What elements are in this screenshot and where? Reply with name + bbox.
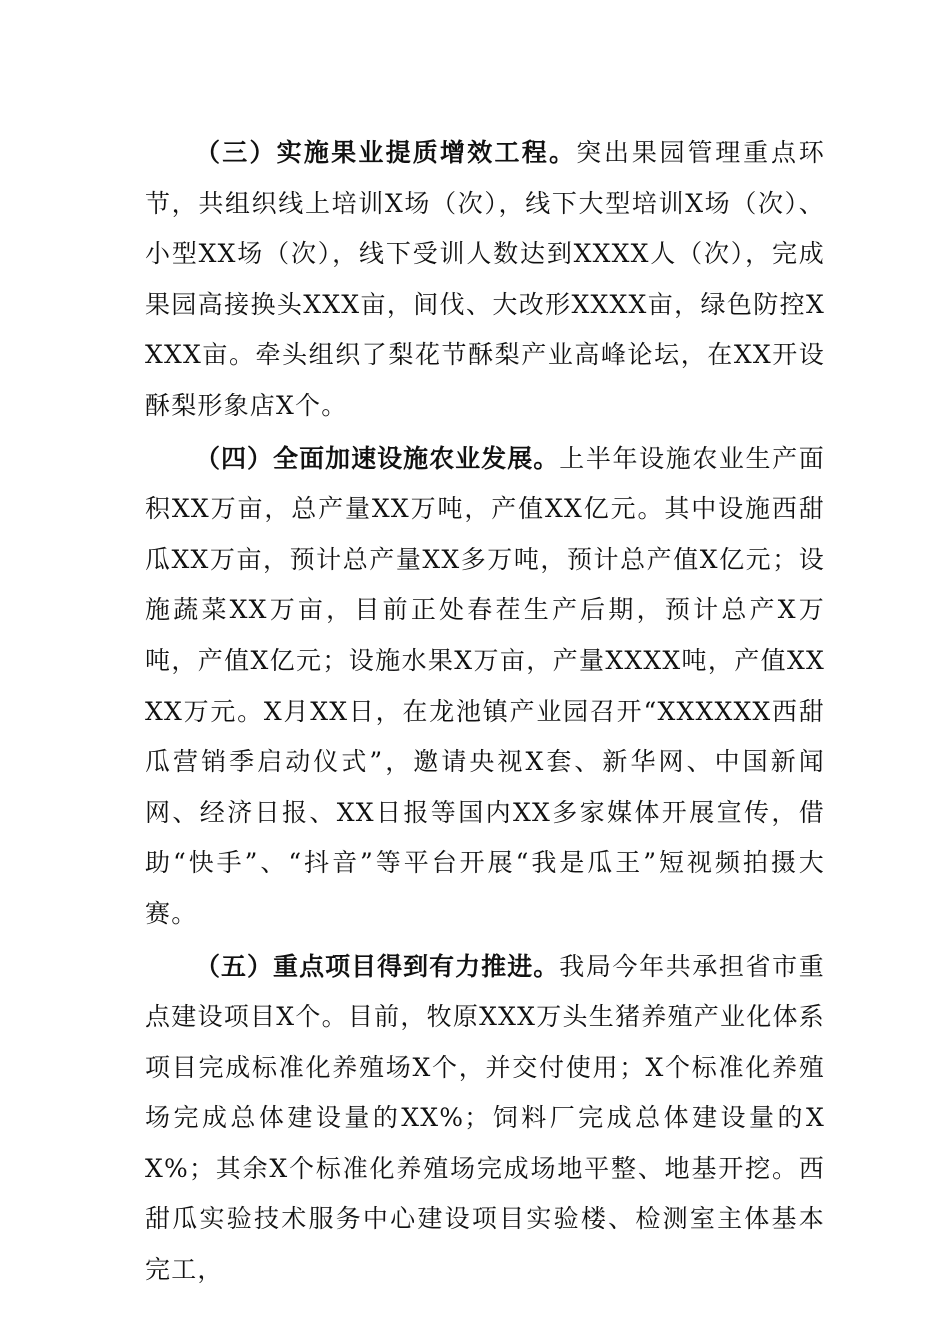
paragraph-4-heading: （四）全面加速设施农业发展。 — [195, 443, 560, 473]
document-body — [145, 128, 825, 1298]
paragraph-3-heading: （三）实施果业提质增效工程。 — [195, 138, 577, 167]
paragraph-4-text: 上半年设施农业生产面积XX万亩，总产量XX万吨，产值XX亿元。其中设施西甜瓜XX万亩，预计总产量XX多万吨，预计总产值X亿元；设施蔬菜XX万亩，目前正处春茬生产后期，预计总产X万吨，产值X亿元；设施水果X万亩，产量XXXX吨，产值XXXX万元。X月XX日，在龙池镇产业园召开“XXXXXX西甜瓜营销季启动仪式”，邀请央视X套、新华网、中国新闻网、经济日报、XX日报等国内XX多家媒体开展宣传，借助“快手”、“抖音”等平台开展“我是瓜王”短视频拍摄大赛。 — [145, 443, 825, 928]
paragraph-5-heading: （五）重点项目得到有力推进。 — [195, 951, 560, 981]
paragraph-4 — [145, 434, 825, 940]
paragraph-3 — [145, 128, 825, 432]
paragraph-5 — [145, 942, 825, 1296]
paragraph-5-text: 我局今年共承担省市重点建设项目X个。目前，牧原XXX万头生猪养殖产业化体系项目完成标准化养殖场X个，并交付使用；X个标准化养殖场完成总体建设量的XX%；饲料厂完成总体建设量的XX%；其余X个标准化养殖场完成场地平整、地基开挖。西甜瓜实验技术服务中心建设项目实验楼、检测室主体基本完工， — [145, 951, 825, 1285]
paragraph-3-text: 突出果园管理重点环节，共组织线上培训X场（次），线下大型培训X场（次）、小型XX场（次），线下受训人数达到XXXX人（次），完成果园高接换头XXX亩，间伐、大改形XXXX亩，绿色防控XXXX亩。牵头组织了梨花节酥梨产业高峰论坛，在XX开设酥梨形象店X个。 — [145, 138, 825, 420]
